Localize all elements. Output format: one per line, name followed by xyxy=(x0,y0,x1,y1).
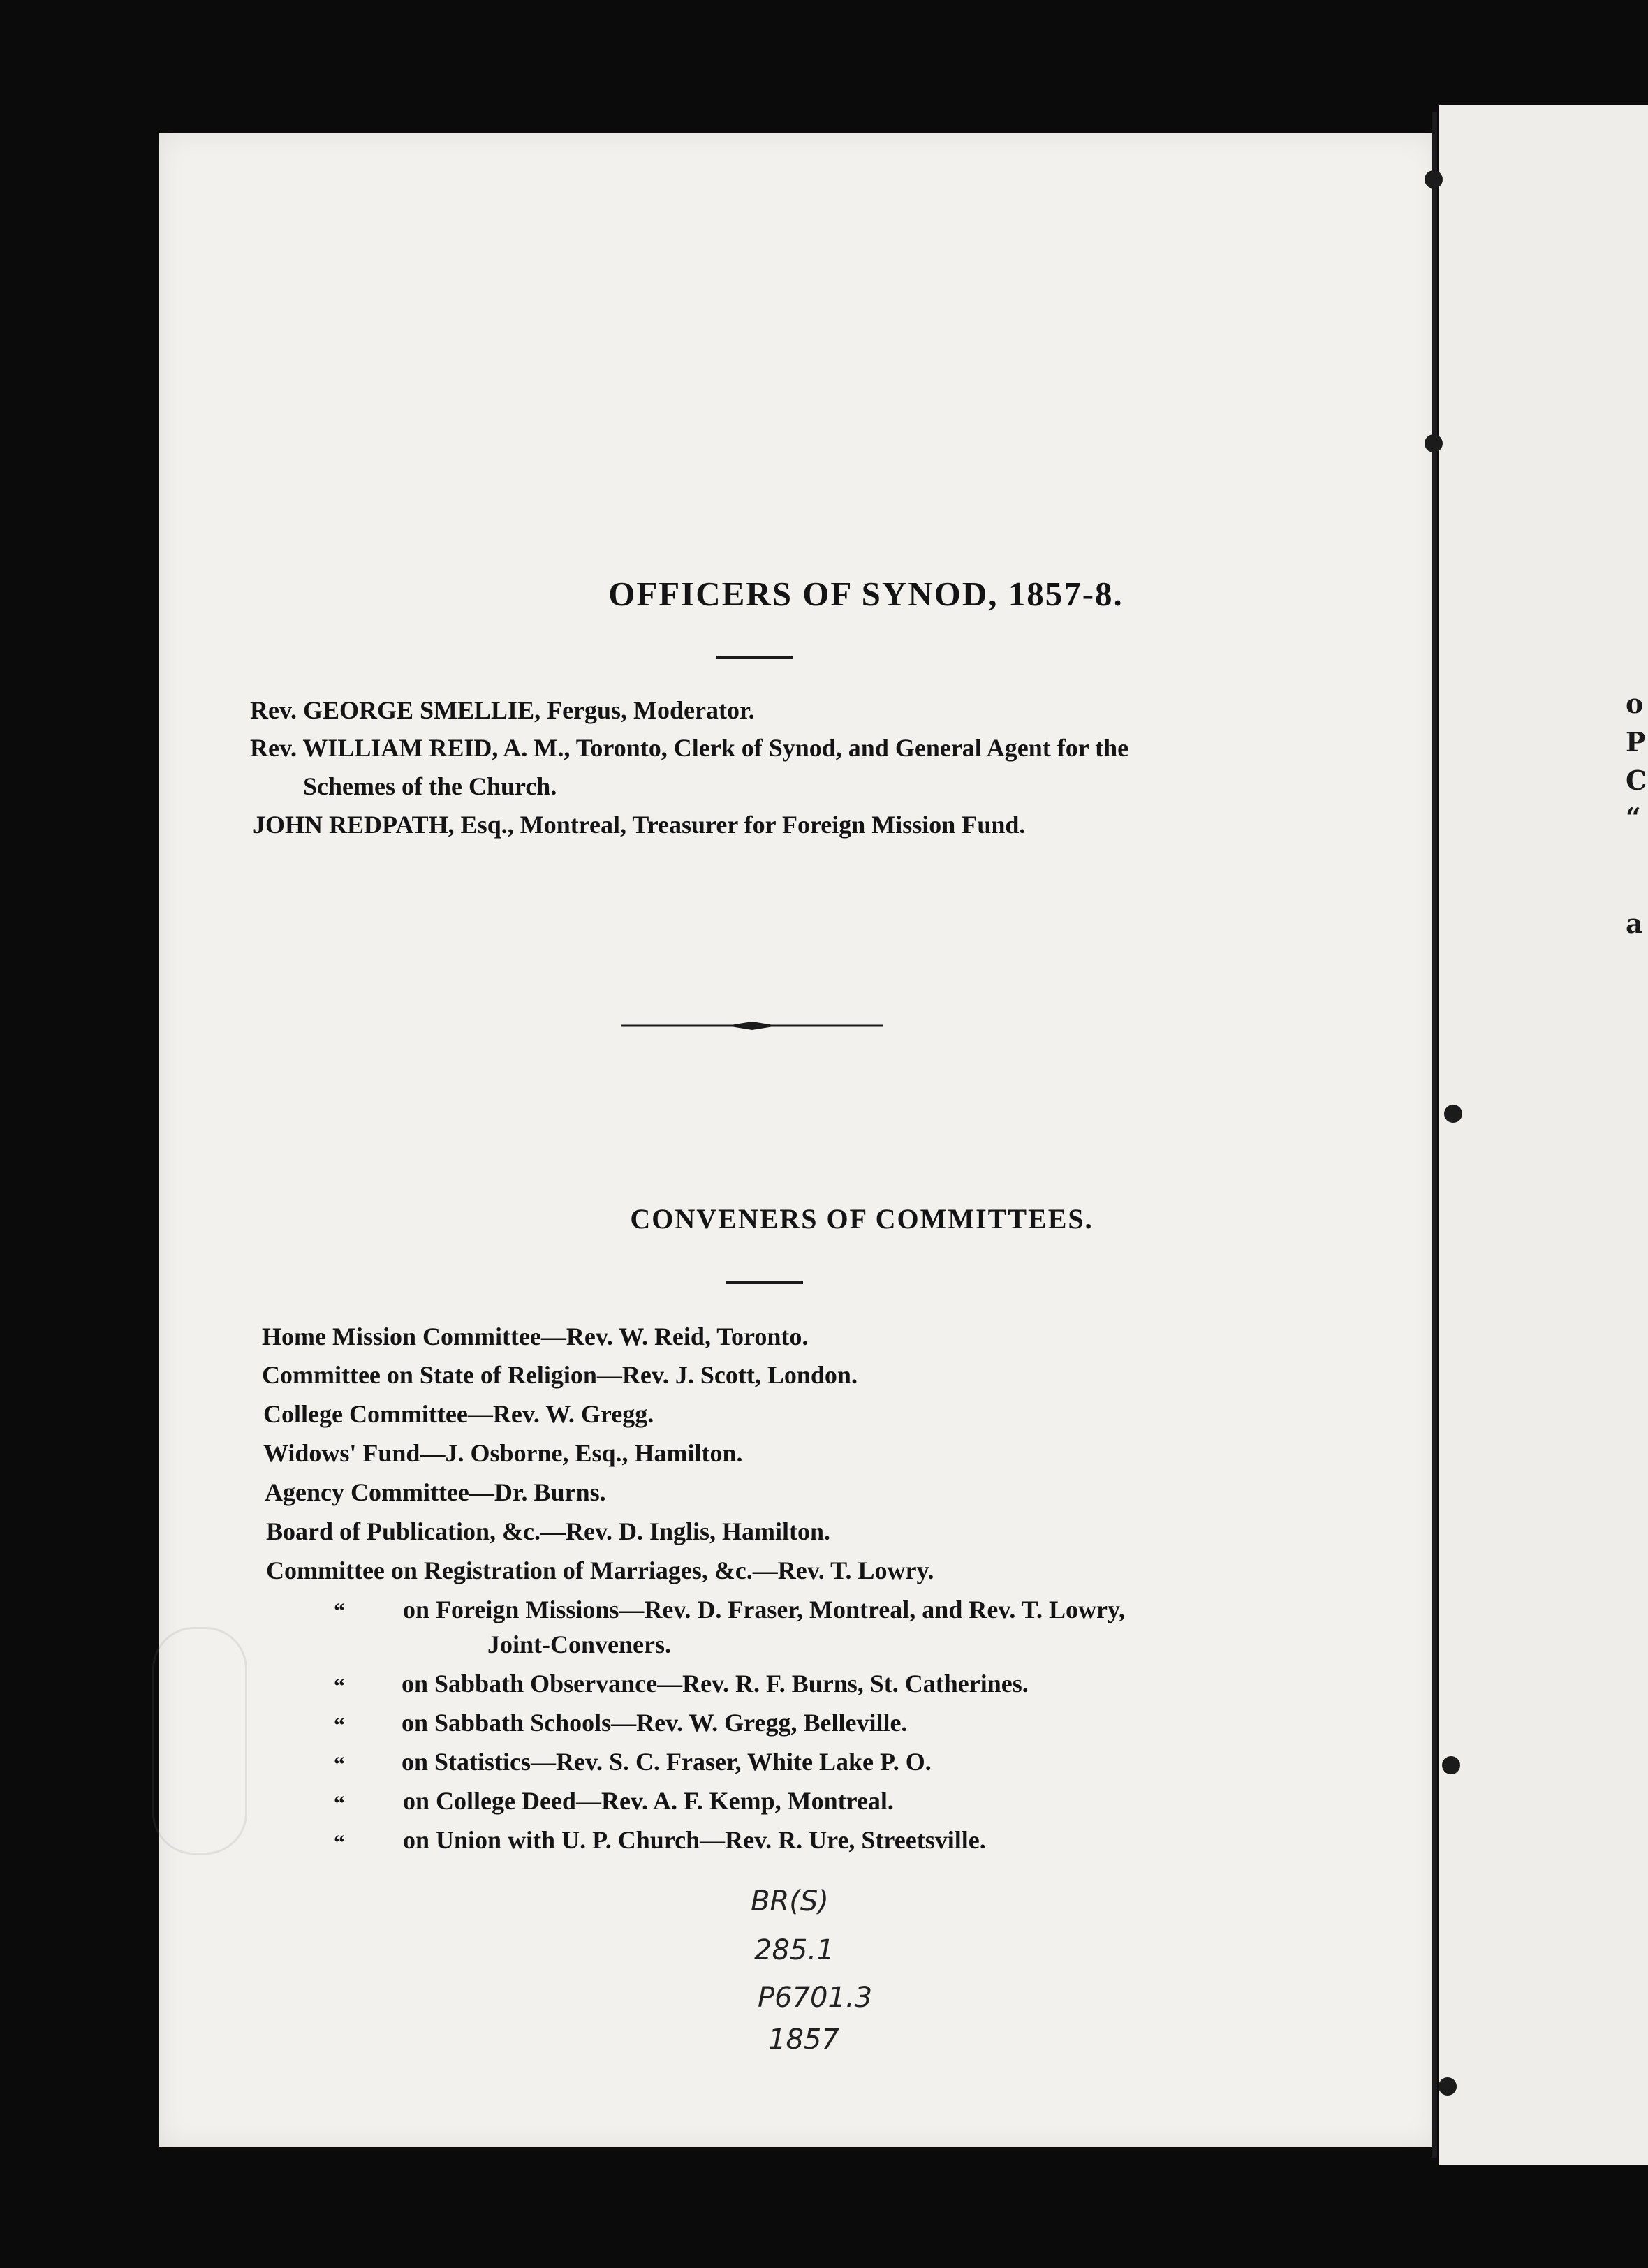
convener-line: Home Mission Committee—Rev. W. Reid, Toronto. xyxy=(262,1323,809,1350)
officer-moderator: Rev. GEORGE SMELLIE, Fergus, Moderator. xyxy=(250,696,755,724)
convener-line: on Sabbath Observance—Rev. R. F. Burns, St. Catherines. xyxy=(402,1670,1029,1698)
facing-page-edge xyxy=(1439,105,1648,2165)
ditto-mark: “ xyxy=(334,1712,345,1737)
faint-library-stamp xyxy=(152,1627,247,1855)
handwritten-note: 1857 xyxy=(768,2024,839,2056)
handwritten-note: BR(S) xyxy=(751,1885,829,1917)
ornamental-rule xyxy=(621,1022,883,1030)
convener-line: Committee on State of Religion—Rev. J. Scott, London. xyxy=(262,1361,858,1389)
officers-title: OFFICERS OF SYNOD, 1857-8. xyxy=(608,575,1124,613)
conveners-title: CONVENERS OF COMMITTEES. xyxy=(630,1203,1094,1235)
edge-letter: “ xyxy=(1626,802,1641,833)
convener-line: Committee on Registration of Marriages, &c.—Rev. T. Lowry. xyxy=(266,1556,934,1584)
edge-letter: P xyxy=(1626,726,1646,758)
officer-clerk-continued: Schemes of the Church. xyxy=(303,772,557,800)
convener-line: on Foreign Missions—Rev. D. Fraser, Montreal, and Rev. T. Lowry, xyxy=(403,1596,1126,1623)
ditto-mark: “ xyxy=(334,1673,345,1698)
spine-mark xyxy=(1425,170,1443,189)
ditto-mark: “ xyxy=(334,1790,345,1816)
convener-line: Agency Committee—Dr. Burns. xyxy=(265,1478,606,1506)
spine-mark xyxy=(1439,2077,1457,2096)
edge-letter: o xyxy=(1626,688,1644,719)
convener-line: on Union with U. P. Church—Rev. R. Ure, Streetsville. xyxy=(403,1826,986,1854)
convener-line: on Sabbath Schools—Rev. W. Gregg, Belleville. xyxy=(402,1709,908,1737)
convener-line: Joint-Conveners. xyxy=(487,1630,671,1658)
officer-treasurer: JOHN REDPATH, Esq., Montreal, Treasurer for Foreign Mission Fund. xyxy=(253,811,1026,839)
section-rule xyxy=(726,1281,803,1284)
spine-mark xyxy=(1425,434,1443,452)
ditto-mark: “ xyxy=(334,1751,345,1776)
officer-clerk: Rev. WILLIAM REID, A. M., Toronto, Clerk of Synod, and General Agent for the xyxy=(250,734,1129,762)
convener-line: Board of Publication, &c.—Rev. D. Inglis, Hamilton. xyxy=(266,1517,831,1545)
edge-letter: a xyxy=(1626,908,1643,939)
handwritten-note: P6701.3 xyxy=(758,1982,873,2014)
convener-line: Widows' Fund—J. Osborne, Esq., Hamilton. xyxy=(263,1439,743,1467)
ditto-mark: “ xyxy=(334,1829,345,1855)
ditto-mark: “ xyxy=(334,1598,345,1623)
page-spine xyxy=(1432,112,1437,2158)
spine-mark xyxy=(1442,1756,1460,1774)
convener-line: on Statistics—Rev. S. C. Fraser, White Lake P. O. xyxy=(402,1748,932,1776)
convener-line: on College Deed—Rev. A. F. Kemp, Montreal. xyxy=(403,1787,894,1815)
convener-line: College Committee—Rev. W. Gregg. xyxy=(263,1400,654,1428)
section-rule xyxy=(716,656,793,659)
spine-mark xyxy=(1444,1105,1462,1123)
handwritten-note: 285.1 xyxy=(754,1934,834,1966)
edge-letter: C xyxy=(1626,765,1647,796)
